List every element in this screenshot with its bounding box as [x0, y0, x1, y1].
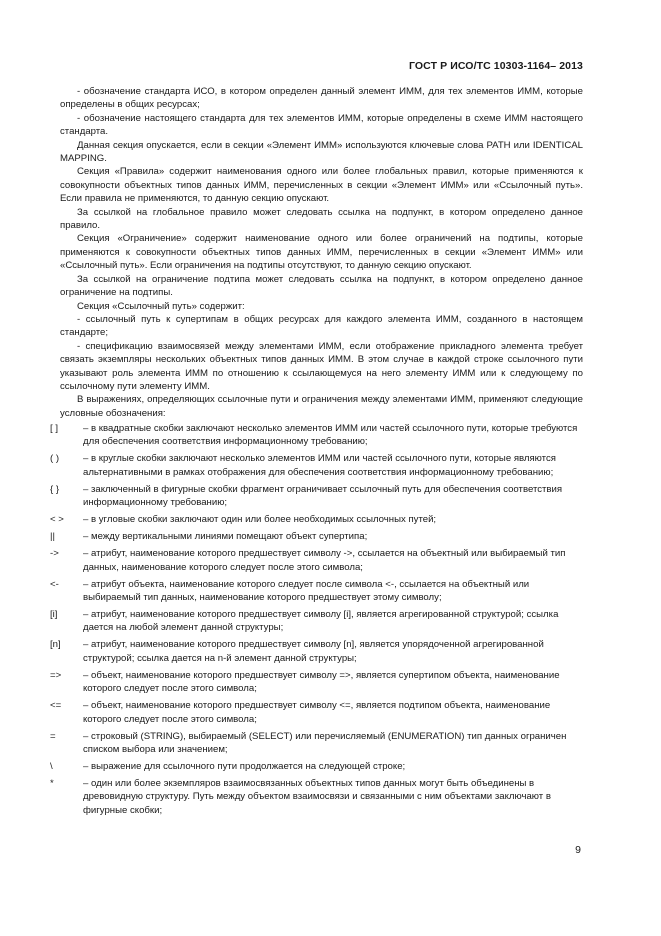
notation-item: [50, 669, 585, 696]
paragraph: - ссылочный путь к супертипам в общих ресурсах для каждого элемента ИММ, созданного в настоящем стандарте;: [60, 313, 583, 339]
paragraph: - спецификацию взаимосвязей между элементами ИММ, если отображение прикладного элемента требует связать экземпляры нескольких объектных типов данных ИММ. В этом случае в каждой строке ссылочного пути указывают роль элемента ИММ по отношению к ссылающемуся на него элементу ИММ или к следующему по ссылочному пути элементу ИММ.: [60, 340, 583, 392]
notation-description: – атрибут объекта, наименование которого следует после символа <-, ссылается на объектный или выбираемый тип данных, наименование которого предшествует этому символу;: [83, 578, 530, 604]
notation-item: [50, 578, 585, 605]
notation-symbol: ( ): [50, 453, 60, 465]
notation-item: [50, 777, 585, 817]
notation-description: – в квадратные скобки заключают несколько элементов ИММ или частей ссылочного пути, которые требуются для обеспечения соответствия информационному требованию;: [83, 423, 578, 448]
notation-symbol: < >: [50, 514, 64, 526]
paragraph: Секция «Ограничение» содержит наименование одного или более ограничений на подтипы, которые применяются к совокупности объектных типов данных ИММ, перечисленных в секции «Элемент ИММ» или «Ссылочный путь». Если ограничения на подтипы отсутствуют, то данную секцию опускают.: [60, 233, 583, 272]
notation-symbol: ||: [50, 531, 55, 543]
notation-item: [50, 608, 585, 635]
body-text: [60, 85, 583, 420]
notation-symbol: =: [50, 730, 56, 742]
notation-symbol: [n]: [50, 639, 61, 651]
notation-item: [50, 638, 585, 665]
notation-symbol: =>: [50, 669, 62, 681]
notation-symbol: <=: [50, 700, 62, 712]
notation-description: – заключенный в фигурные скобки фрагмент ограничивает ссылочный путь для обеспечения соответствия информационному требованию;: [83, 483, 563, 509]
notation-description: – объект, наименование которого предшествует символу =>, является супертипом объекта, наименование которого следует после этого символа;: [83, 669, 560, 695]
notation-symbol: <-: [50, 578, 59, 590]
paragraph: Секция «Ссылочный путь» содержит:: [77, 300, 245, 312]
paragraph: За ссылкой на глобальное правило может следовать ссылка на подпункт, в котором определено данное правило.: [60, 206, 583, 232]
page-number: 9: [575, 844, 581, 856]
notation-description: – в круглые скобки заключают несколько элементов ИММ или частей ссылочного пути, которые являются альтернативными в рамках отображения для обеспечения соответствия информационному требованию;: [83, 453, 556, 478]
notation-symbol: [i]: [50, 609, 58, 621]
notation-item: [50, 530, 585, 543]
paragraph: Данная секция опускается, если в секции «Элемент ИММ» используются ключевые слова PATH или IDENTICAL MAPPING.: [60, 139, 583, 165]
notation-item: [50, 547, 585, 574]
paragraph: Секция «Правила» содержит наименования одного или более глобальных правил, которые применяются к совокупности объектных типов данных ИММ, перечисленных в секции «Элемент ИММ» или «Ссылочный путь». Если правила не применяются, то данную секцию опускают.: [60, 166, 583, 205]
notation-symbol: *: [50, 778, 54, 790]
paragraph: - обозначение стандарта ИСО, в котором определен данный элемент ИММ, для тех элементов ИММ, которые определены в общих ресурсах;: [60, 86, 583, 111]
notation-item: [50, 730, 585, 757]
notation-item: [50, 760, 585, 773]
notation-description: – выражение для ссылочного пути продолжается на следующей строке;: [83, 761, 406, 773]
notation-symbol: ->: [50, 548, 59, 560]
notation-description: – в угловые скобки заключают один или более необходимых ссылочных путей;: [83, 514, 437, 526]
notation-item: [50, 699, 585, 726]
notation-item: [50, 452, 585, 479]
notation-symbol: \: [50, 761, 53, 773]
notation-item: [50, 483, 585, 510]
notation-description: – атрибут, наименование которого предшествует символу [i], является агрегированной структурой; ссылка дается на любой элемент данной структуры;: [83, 609, 559, 634]
document-header: ГОСТ Р ИСО/ТС 10303-1164– 2013: [408, 60, 583, 72]
notation-symbol: [ ]: [50, 423, 58, 434]
notation-description: – между вертикальными линиями помещают объект супертипа;: [83, 531, 368, 543]
notation-description: – один или более экземпляров взаимосвязанных объектных типов данных могут быть объединены в древовидную структуру. Путь между объектом взаимосвязи и связанными с ним объектами заключают в фигурные скобки;: [83, 778, 551, 816]
paragraph: - обозначение настоящего стандарта для тех элементов ИММ, которые определены в схеме ИММ настоящего стандарта.: [60, 112, 583, 138]
notation-item: [50, 513, 585, 526]
notation-list: [50, 422, 585, 821]
notation-symbol: { }: [50, 483, 60, 495]
notation-description: – атрибут, наименование которого предшествует символу [n], является упорядоченной агрегированной структурой; ссылка дается на n-й элемент данной структуры;: [83, 639, 544, 664]
notation-description: – атрибут, наименование которого предшествует символу ->, ссылается на объектный или выбираемый тип данных, наименование которого следует после этого символа;: [83, 548, 566, 573]
paragraph: За ссылкой на ограничение подтипа может следовать ссылка на подпункт, в котором определено данное ограничение на подтипы.: [60, 273, 583, 299]
notation-description: – объект, наименование которого предшествует символу <=, является подтипом объекта, наименование которого следует после этого символа;: [83, 700, 551, 725]
notation-description: – строковый (STRING), выбираемый (SELECT) или перечисляемый (ENUMERATION) тип данных ограничен списком выбора или значением;: [83, 730, 567, 756]
paragraph: В выражениях, определяющих ссылочные пути и ограничения между элементами ИММ, применяют следующие условные обозначения:: [60, 394, 583, 419]
notation-item: [50, 422, 585, 449]
